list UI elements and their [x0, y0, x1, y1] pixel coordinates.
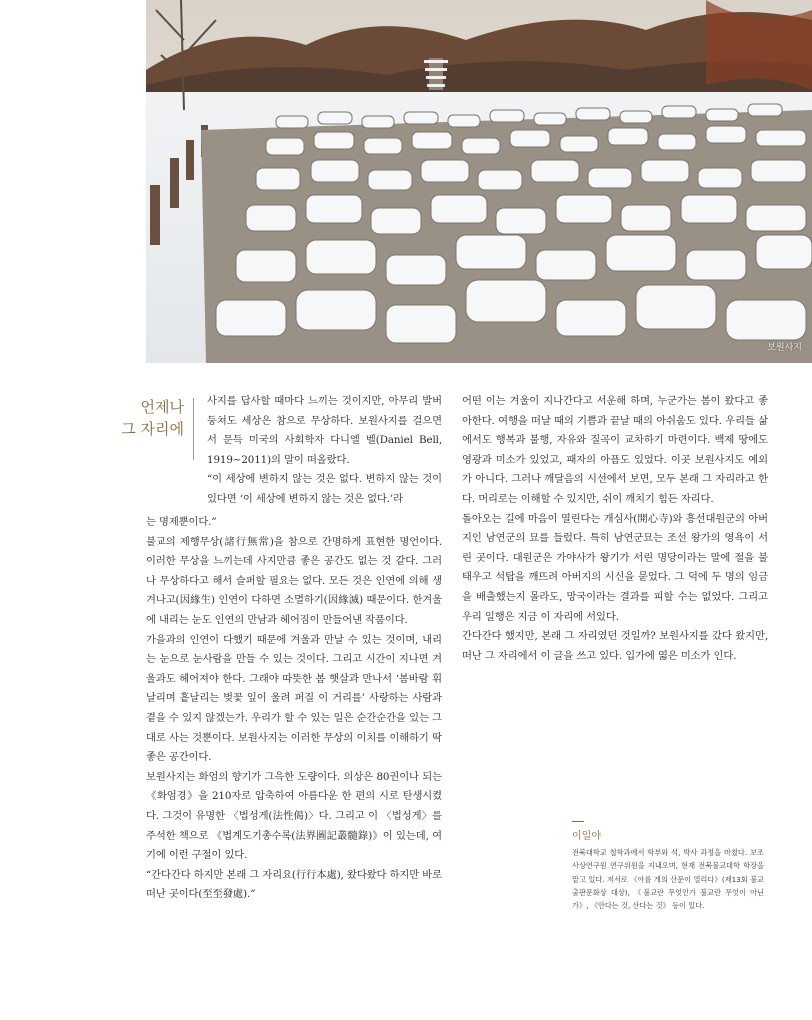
right-paragraph-2: 돌아오는 길에 마음이 열린다는 개심사(開心寺)와 흥선대원군의 아버지인 남연군의 묘를 들렀다. 특히 남연군묘는 조선 왕가의 영욕이 서린 곳이다. 대원군은 가야사가 왕기가 서린 명당이라는 말에 절을 불태우고 석탑을 깨뜨려 아버지의 시신을 묻었다. 그 덕에 두 명의 임금을 배출했는지 몰라도, 망국이라는 결과를 피할 수는 없었다. 그리고 우리 일행은 지금 이 자리에 서있다. — [462, 512, 768, 623]
left-paragraph-2: 불교의 제행무상(諸行無常)을 참으로 간명하게 표현한 명언이다. 이러한 무상을 느끼는데 사지만큼 좋은 공간도 없는 것 같다. 그러나 무상하다고 해서 슬퍼할 필요는 없다. 모든 것은 인연에 의해 생겨나고(因緣生) 인연이 다하면 소멸하기(因緣滅) 때문이다. 한겨울에 내리는 눈도 인연의 만남과 헤어짐이 만들어낸 작품이다. — [146, 535, 442, 626]
intro-quote: “이 세상에 변하지 않는 것은 없다. 변하지 않는 것이 있다면 ‘이 세상에 변하지 않는 것은 없다.’라 — [207, 473, 442, 505]
snowy-stone-field-image — [146, 0, 812, 363]
author-rule — [572, 821, 584, 822]
left-paragraph-1: 는 명제뿐이다.” — [146, 516, 217, 528]
left-paragraph-3: 가을과의 인연이 다했기 때문에 겨울과 만날 수 있는 것이며, 내리는 눈으로 눈사람을 만들 수 있는 것이다. 그리고 시간이 지나면 겨울과도 헤어져야 한다. 그래야 따뜻한 봄 햇살과 만나서 ‘봄바람 휘날리며 흩날리는 벚꽃 잎이 울려 퍼질 이 거리를’ 사랑하는 사람과 곁을 수 있지 않겠는가. 우리가 할 수 있는 일은 순간순간을 있는 그대로 사는 것뿐이다. 보원사지는 이러한 무상의 이치를 이해하기 딱 좋은 공간이다. — [146, 633, 442, 764]
left-paragraph-4: 보원사지는 화엄의 향기가 그윽한 도량이다. 의상은 80권이나 되는 《화엄경》을 210자로 압축하여 아름다운 한 편의 시로 탄생시켰다. 그것이 유명한 〈법성게(法性偈)〉다. 그리고 이 〈법성게〉를 주석한 책으로 《법계도기총수록(法界圖記叢髓錄)》이 있는데, 여기에 이런 구절이 있다. — [146, 770, 442, 862]
section-title — [116, 396, 184, 440]
left-paragraph-5: “간다간다 하지만 본래 그 자리요(行行本處), 왔다왔다 하지만 바로 떠난 곳이다(至至發處).” — [146, 868, 442, 901]
title-divider — [193, 398, 194, 460]
author-bio: 전북대학교 철학과에서 학부와 석, 박사 과정을 마쳤다. 보조사상연구원 연구위원을 지내오며, 현재 전북불교대학 학장을 맡고 있다. 저서로 《아름 개의 산문이 열리다》(제13회 불교출판문화상 대상), 《불교란 무엇인가 불교란 무엇이 아닌가》, 《안다는 것, 산다는 것》 등이 있다. — [572, 848, 764, 911]
right-paragraph-1: 어떤 이는 겨울이 지나간다고 서운해 하며, 누군가는 봄이 왔다고 좋아한다. 여행을 떠날 때의 기쁨과 끝날 때의 아쉬움도 있다. 우리들 삶에서도 행복과 불행, 자유와 질곡이 교차하기 마련이다. 백제 땅에도 영광과 미소가 있었고, 패자의 아픔도 있었다. 이곳 보원사지도 예외가 아니다. 그러나 깨달음의 시선에서 보면, 모두 본래 그 자리라고 한다. 머리로는 이해할 수 있지만, 쉬이 깨치기 힘든 자리다. — [462, 395, 768, 505]
section-title-line-2: 그 자리에 — [121, 420, 184, 438]
right-column — [462, 392, 768, 666]
author-name: 이일야 — [572, 831, 601, 842]
temple-site-photo — [146, 0, 812, 363]
right-paragraph-3: 간다간다 했지만, 본래 그 자리였던 것일까? 보원사지를 갔다 왔지만, 떠난 그 자리에서 이 글을 쓰고 있다. 입가에 엷은 미소가 인다. — [462, 630, 768, 662]
intro-paragraph: 사지를 답사할 때마다 느끼는 것이지만, 아무리 발버둥쳐도 세상은 참으로 무상하다. 보원사지를 걸으면서 문득 미국의 사회학자 다니엘 벨(Daniel Bell, 1919~2011)의 말이 떠올랐다. — [207, 395, 442, 466]
section-title-line-1: 언제나 — [140, 398, 184, 416]
left-column — [146, 513, 442, 905]
intro-column — [207, 392, 442, 510]
photo-caption: 보원사지 — [767, 343, 802, 353]
